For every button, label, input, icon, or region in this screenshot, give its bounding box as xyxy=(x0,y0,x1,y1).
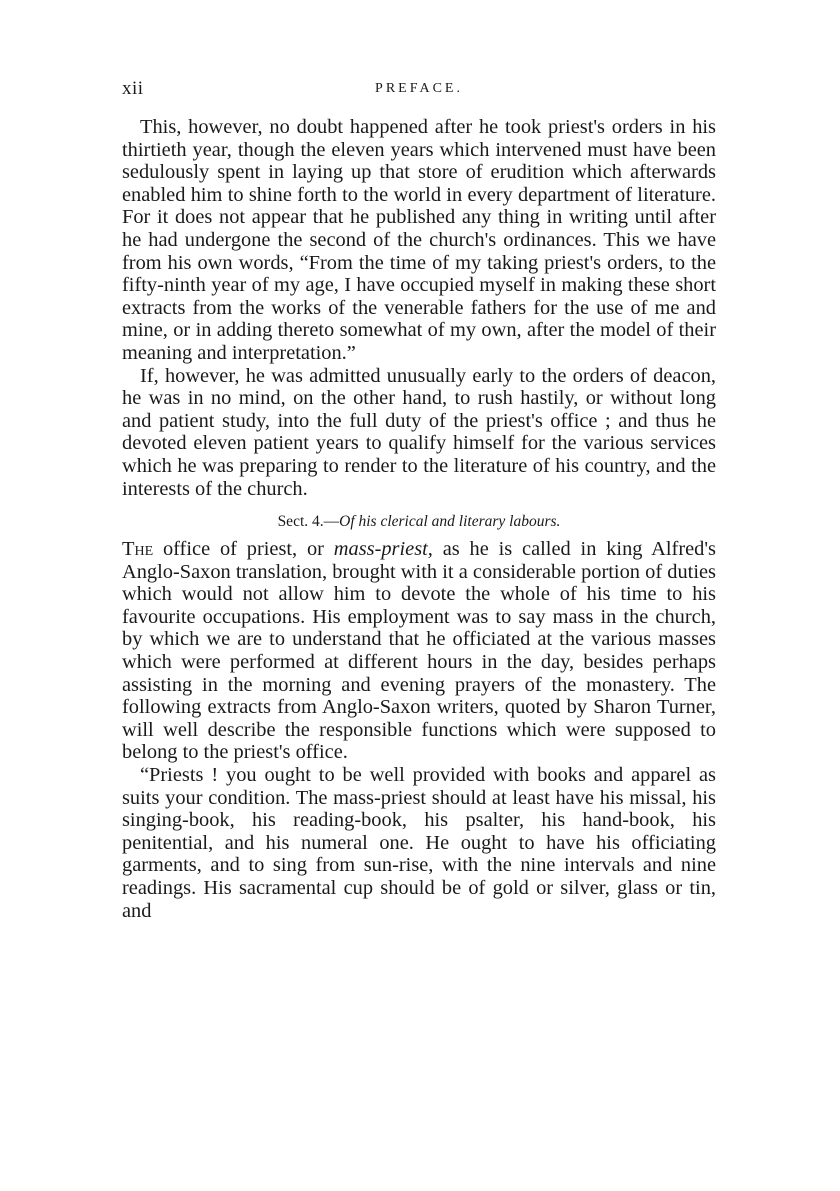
paragraph-2: If, however, he was admitted unusually early to the orders of deacon, he was in no mind, on the other hand, to rush hastily, or without long and patient study, into the full duty of the priest's office ; and thus he devoted eleven patient years to qualify himself for the various services which he was preparing to render to the literature of his country, and the interests of the church. xyxy=(122,364,716,500)
book-page xyxy=(122,78,716,922)
paragraph-3-lead-word: The xyxy=(122,538,154,561)
paragraph-3 xyxy=(122,538,716,764)
paragraph-3-term: mass-priest, xyxy=(333,538,433,561)
running-title: PREFACE. xyxy=(375,81,463,96)
paragraph-4: “Priests ! you ought to be well provided with books and apparel as suits your condition. The mass-priest should at least have his missal, his singing-book, his reading-book, his psalter, his hand-book, his penitential, and his numeral one. He ought to have his officiating garments, and to sing from sun-rise, with the nine intervals and nine readings. His sacramental cup should be of gold or silver, glass or tin, and xyxy=(122,764,716,922)
paragraph-3-text-b: as he is called in king Alfred's Anglo-Saxon translation, brought with it a considerable portion of duties which would not allow him to devote the whole of his time to his favourite occupations. His employment was to say mass in the church, by which we are to understand that he officiated at the various masses which were performed at different hours in the day, besides perhaps assisting in the morning and evening prayers of the monastery. The following extracts from Anglo-Saxon writers, quoted by Sharon Turner, will well describe the responsible functions which were supposed to belong to the priest's office. xyxy=(122,538,716,764)
section-label: Sect. 4.— xyxy=(277,513,340,531)
paragraph-1: This, however, no doubt happened after he took priest's orders in his thirtieth year, though the eleven years which intervened must have been sedulously spent in laying up that store of erudition which afterwards enabled him to shine forth to the world in every department of literature. For it does not appear that he published any thing in writing until after he had undergone the second of the church's ordinances. This we have from his own words, “From the time of my taking priest's orders, to the fifty-ninth year of my age, I have occupied myself in making these short extracts from the works of the venerable fathers for the use of me and mine, or in adding thereto somewhat of my own, after the model of their meaning and interpretation.” xyxy=(122,116,716,364)
section-title: Of his clerical and literary labours. xyxy=(339,513,561,531)
section-heading xyxy=(122,512,716,532)
page-number: xii xyxy=(122,78,144,99)
paragraph-3-text-a: office of priest, or xyxy=(153,538,334,561)
running-head xyxy=(122,78,716,104)
